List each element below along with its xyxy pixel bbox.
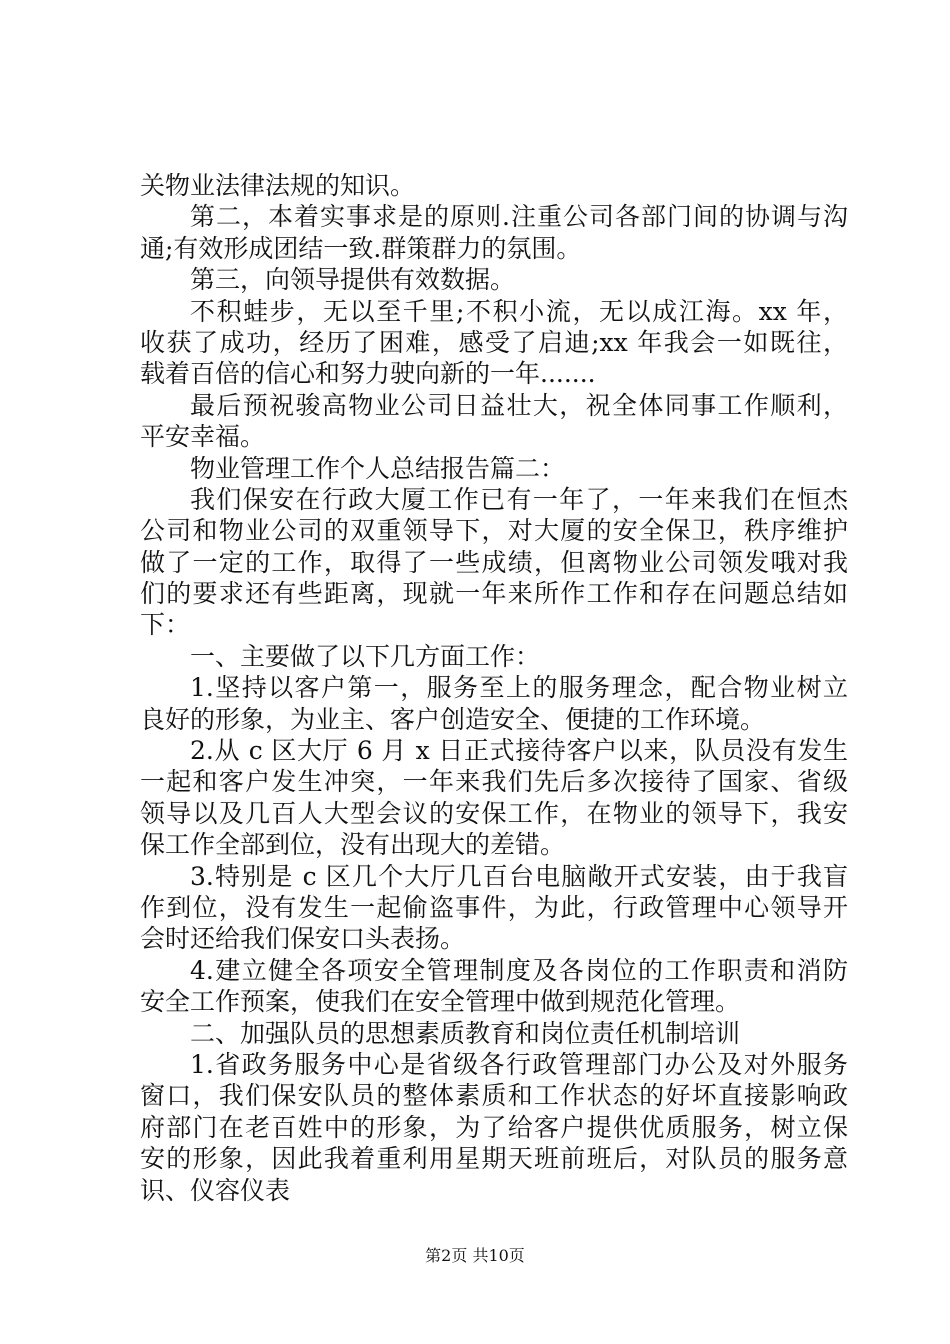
text-line: 一、主要做了以下几方面工作： [190,641,541,671]
text-line: 下： [140,610,191,640]
text-line: 关物业法律法规的知识。 [140,171,416,200]
text-line: 物业管理工作个人总结报告篇二： [190,453,566,483]
text-line: 识、仪容仪表 [140,1175,291,1205]
text-line: 最后预祝骏高物业公司日益壮大，祝全体同事工作顺利， [190,390,848,420]
text-line: 府部门在老百姓中的形象，为了给客户提供优质服务，树立保 [140,1112,848,1142]
text-line: 1.省政务服务中心是省级各行政管理部门办公及对外服务 [190,1049,848,1079]
text-line: 作到位，没有发生一起偷盗事件，为此，行政管理中心领导开 [140,892,848,922]
text-line: 做了一定的工作，取得了一些成绩，但离物业公司领发哦对我 [140,547,848,577]
text-line: 窗口，我们保安队员的整体素质和工作状态的好坏直接影响政 [140,1081,848,1111]
text-line: 一起和客户发生冲突，一年来我们先后多次接待了国家、省级 [140,767,848,797]
text-line: 平安幸福。 [140,422,266,452]
document-body [140,170,848,1206]
text-line: 我们保安在行政大厦工作已有一年了，一年来我们在恒杰 [190,484,848,514]
page-footer: 第2页 共10页 [425,1246,525,1265]
text-line: 收获了成功，经历了困难，感受了启迪;xx 年我会一如既往， [140,327,848,357]
text-line: 通;有效形成团结一致.群策群力的氛围。 [140,233,582,263]
text-line: 4.建立健全各项安全管理制度及各岗位的工作职责和消防 [190,955,848,985]
text-line: 载着百倍的信心和努力驶向新的一年....... [140,359,596,389]
text-line: 第三，向领导提供有效数据。 [190,265,516,295]
text-line: 会时还给我们保安口头表扬。 [140,924,466,954]
text-line: 1.坚持以客户第一，服务至上的服务理念，配合物业树立 [190,673,848,703]
text-line: 第二，本着实事求是的原则.注重公司各部门间的协调与沟 [190,202,848,232]
text-line: 领导以及几百人大型会议的安保工作，在物业的领导下，我安 [140,798,848,828]
text-line: 公司和物业公司的双重领导下，对大厦的安全保卫，秩序维护 [140,516,848,546]
text-line: 3.特别是 c 区几个大厅几百台电脑敞开式安装，由于我盲 [190,861,848,891]
text-line: 2.从 c 区大厅 6 月 x 日正式接待客户以来，队员没有发生 [190,736,848,766]
text-line: 们的要求还有些距离，现就一年来所作工作和存在问题总结如 [140,579,848,609]
text-line: 保工作全部到位，没有出现大的差错。 [140,830,566,860]
text-line: 安全工作预案，使我们在安全管理中做到规范化管理。 [140,987,741,1017]
text-line: 不积蛙步，无以至千里;不积小流，无以成江海。xx 年， [190,296,848,326]
text-line: 安的形象，因此我着重利用星期天班前班后，对队员的服务意 [140,1144,848,1174]
text-line: 二、加强队员的思想素质教育和岗位责任机制培训 [190,1018,741,1048]
text-line: 良好的形象，为业主、客户创造安全、便捷的工作环境。 [140,704,766,734]
